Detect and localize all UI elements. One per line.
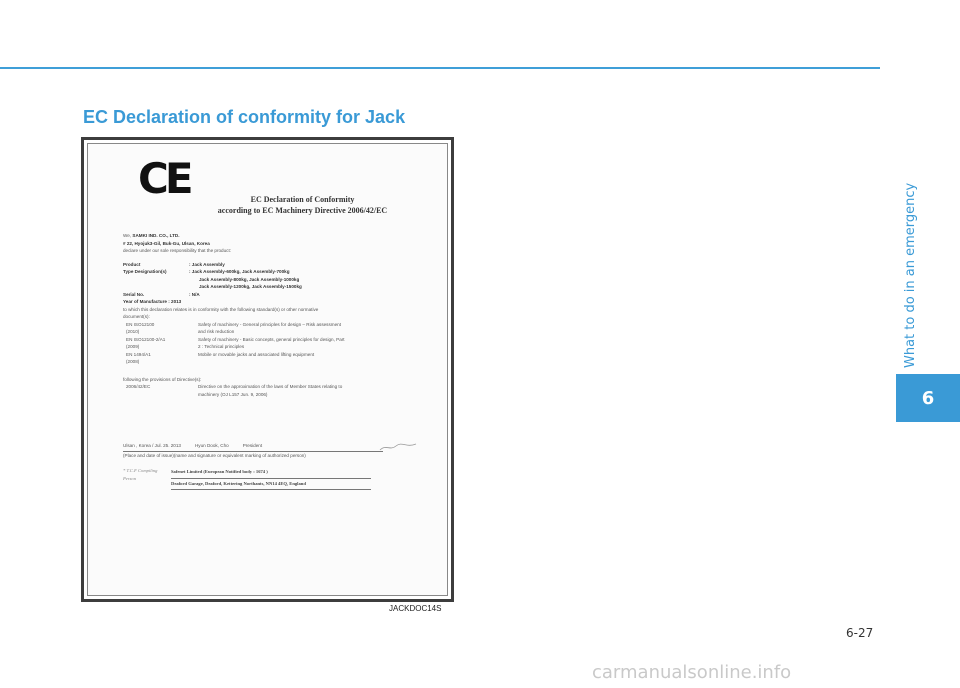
company-address: # 22, Hyojuk3-Gil, Buk-Gu, Ulsan, Korea	[123, 240, 210, 246]
standard-row	[123, 351, 427, 359]
type-row-2	[123, 276, 427, 284]
directive-code: 2006/42/EC	[126, 384, 151, 389]
signature-caption: (Place and date of issue)(name and signature or equivalent marking of authorized person)	[123, 452, 306, 458]
serial-label: Serial No.	[123, 291, 145, 297]
declaration-document-image	[81, 137, 454, 602]
page-number: 6-27	[846, 626, 874, 640]
site-watermark: carmanualsonline.info	[592, 662, 792, 683]
sign-name: Hyun Dook, Cho	[194, 443, 229, 448]
standard-code: (2008)	[126, 359, 140, 364]
declare-text: declare under our sole responsibility that the product:	[123, 248, 232, 253]
type-label: Type Designation(s)	[123, 269, 167, 274]
signature-block	[123, 442, 427, 459]
product-label: Product	[123, 261, 141, 267]
manufacturer-line	[123, 232, 427, 240]
standard-desc: 2 : Technical principles	[198, 344, 245, 349]
standard-row	[123, 343, 427, 351]
declaration-title	[88, 194, 447, 216]
year-label: Year of Manufacture	[123, 299, 167, 304]
serial-value: : N/A	[189, 291, 200, 297]
sign-place-date: Ulsan , Korea / Jul. 25. 2013	[123, 443, 181, 448]
tcf-values	[171, 467, 371, 490]
type-row-3	[123, 283, 427, 291]
type-value-2: Jack Assembly-800kg, Jack Assembly-1000kg	[199, 276, 300, 282]
standard-code: EN 1494/A1	[126, 351, 151, 357]
declaration-title-line-1: EC Declaration of Conformity	[250, 195, 355, 204]
standard-desc: and risk reduction	[198, 329, 235, 334]
section-title: EC Declaration of conformity for Jack	[83, 107, 406, 127]
company-name: SAMKI IND. CO., LTD.	[132, 233, 180, 238]
standard-row	[123, 328, 427, 336]
tcf-block	[123, 467, 427, 490]
standard-row	[123, 321, 427, 329]
side-tab-label: What to do in an emergency	[903, 182, 918, 368]
tcf-line-2: Deaford Garage, Deaford, Kettering Northants, NN14 4EQ, England	[171, 479, 371, 491]
chapter-number-tab: 6	[896, 374, 960, 422]
standard-desc: Safety of machinery - Basic concepts, general principles for design, Part	[198, 336, 345, 342]
declaration-page	[87, 143, 448, 596]
signature-line	[123, 442, 383, 452]
product-value: : Jack Assembly	[189, 261, 225, 267]
standard-code: (2010)	[126, 329, 140, 334]
documents-text: document(s):	[123, 314, 150, 319]
standard-code: (2009)	[126, 344, 140, 349]
standard-row	[123, 336, 427, 344]
ce-mark-logo: CE	[138, 154, 190, 203]
serial-row	[123, 291, 427, 299]
standard-desc: Safety of machinery - General principles for design – Risk assessment	[198, 321, 341, 327]
signature-scribble-icon	[378, 442, 418, 452]
type-value-1: : Jack Assembly-600kg, Jack Assembly-700kg	[189, 269, 290, 274]
directive-desc-2: machinery (OJ L157 Jun. 9, 2006)	[198, 391, 268, 397]
directive-row-2	[123, 391, 427, 399]
declaration-body	[123, 232, 427, 490]
image-caption: JACKDOC14S	[389, 604, 442, 613]
top-divider	[0, 67, 880, 69]
we-label: We,	[123, 233, 132, 238]
type-row	[123, 268, 427, 276]
tcf-line-1: Safenet Limited (European Notified body : 1674 )	[171, 467, 371, 479]
tcf-label: * T.C.F Compiling Person	[123, 468, 158, 481]
product-row	[123, 261, 427, 269]
sign-title: President	[242, 443, 263, 448]
standard-code: EN ISO12100	[126, 321, 155, 327]
year-row	[123, 298, 427, 306]
declaration-title-line-2: according to EC Machinery Directive 2006/42/EC	[217, 206, 388, 215]
standard-row	[123, 358, 427, 366]
type-value-3: Jack Assembly-1200kg, Jack Assembly-1500kg	[199, 284, 302, 289]
following-text: following the provisions of Directive(s):	[123, 376, 202, 382]
handwritten-signature	[378, 442, 418, 455]
standard-desc: Mobile or movable jacks and associated lifting equipment	[198, 351, 315, 357]
directive-row	[123, 383, 427, 391]
relates-text: to which this declaration relates is in conformity with the following standard(s) or other normative	[123, 306, 319, 312]
directive-desc-1: Directive on the approximation of the laws of Member States relating to	[198, 384, 343, 389]
standard-code: EN ISO12100-2/A1	[126, 336, 166, 342]
year-value: : 2013	[168, 299, 182, 304]
